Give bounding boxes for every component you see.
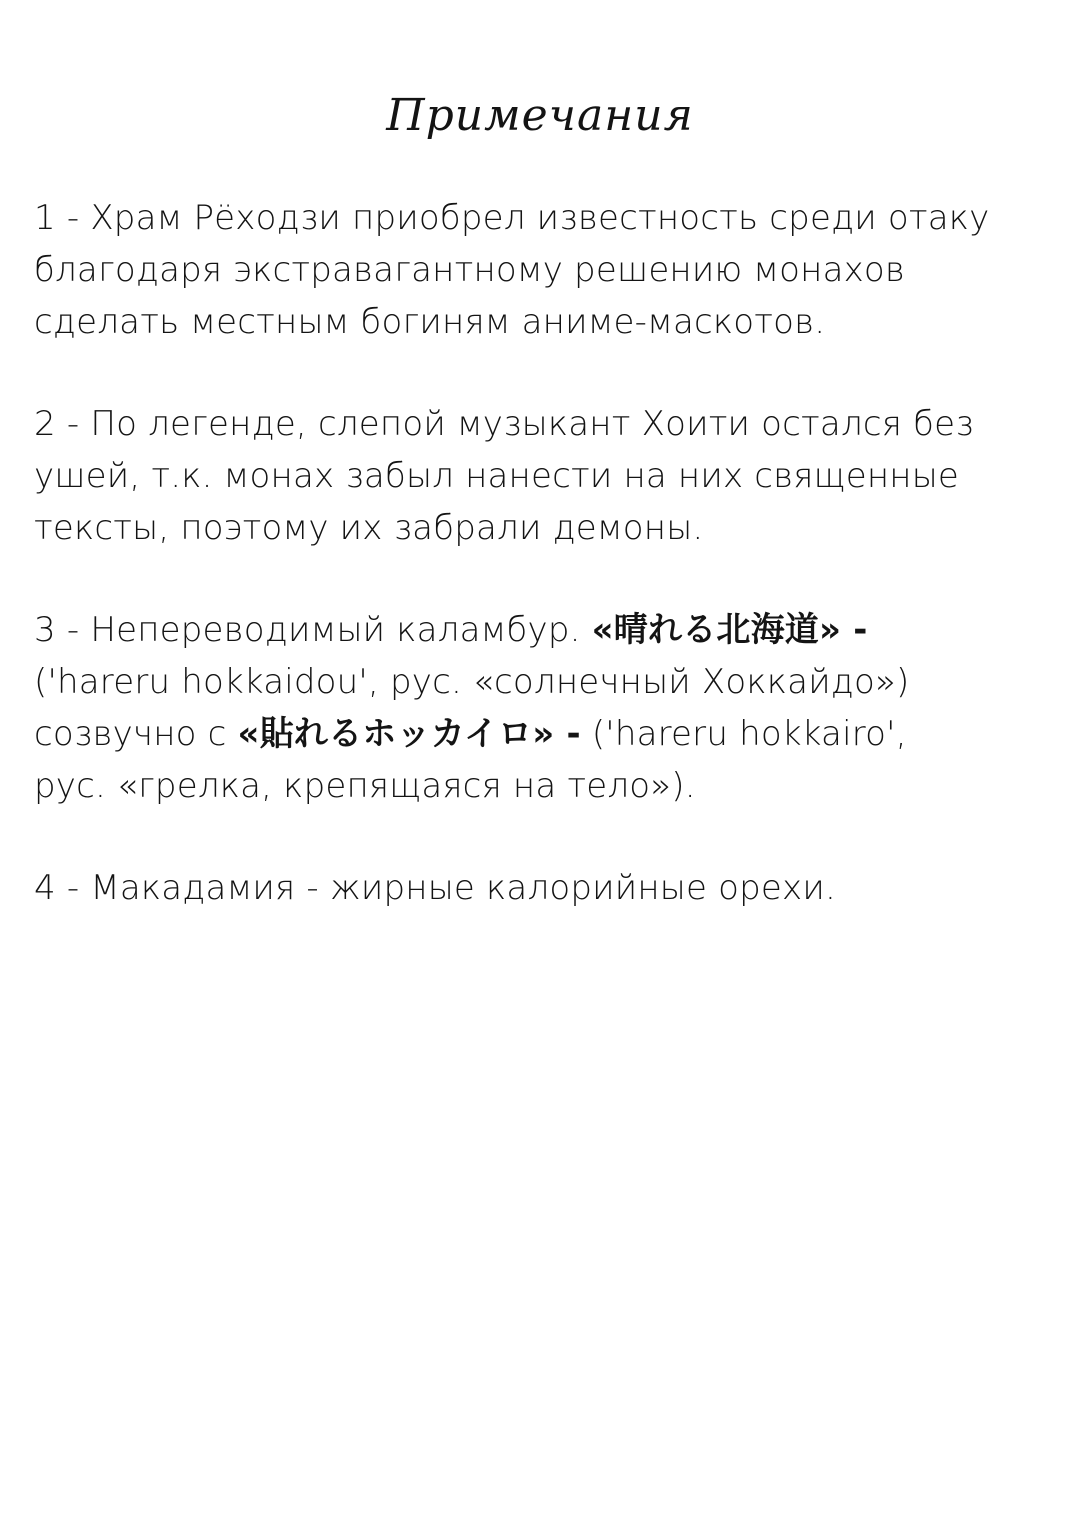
note-3 — [34, 604, 1044, 812]
note-2 — [34, 398, 1044, 554]
note-line — [34, 708, 1044, 760]
note-4 — [34, 862, 1044, 914]
note-text: ('hareru hokkairo', — [580, 714, 907, 754]
japanese-phrase: «晴れる北海道» - — [591, 610, 868, 650]
note-1 — [34, 192, 1044, 348]
note-line: ушей, т.к. монах забыл нанести на них священные — [34, 456, 960, 496]
note-line: ('hareru hokkaidou', рус. «солнечный Хоккайдо») — [34, 662, 910, 702]
note-line: сделать местным богиням аниме-маскотов. — [34, 302, 826, 342]
note-line: 4 - Макадамия - жирные калорийные орехи. — [34, 868, 836, 908]
note-line: рус. «грелка, крепящаяся на тело»). — [34, 766, 696, 806]
note-line — [34, 604, 1044, 656]
japanese-phrase: «貼れるホッカイロ» - — [237, 714, 581, 754]
note-line: 2 - По легенде, слепой музыкант Хоити остался без — [34, 404, 974, 444]
note-line: тексты, поэтому их забрали демоны. — [34, 508, 704, 548]
note-line: благодаря экстравагантному решению монахов — [34, 250, 906, 290]
note-line: 1 - Храм Рёходзи приобрел известность среди отаку — [34, 198, 990, 238]
notes-list — [34, 192, 1044, 964]
note-text: созвучно с — [34, 714, 238, 754]
page-title: Примечания — [386, 90, 694, 141]
note-text: 3 - Непереводимый каламбур. — [34, 610, 592, 650]
